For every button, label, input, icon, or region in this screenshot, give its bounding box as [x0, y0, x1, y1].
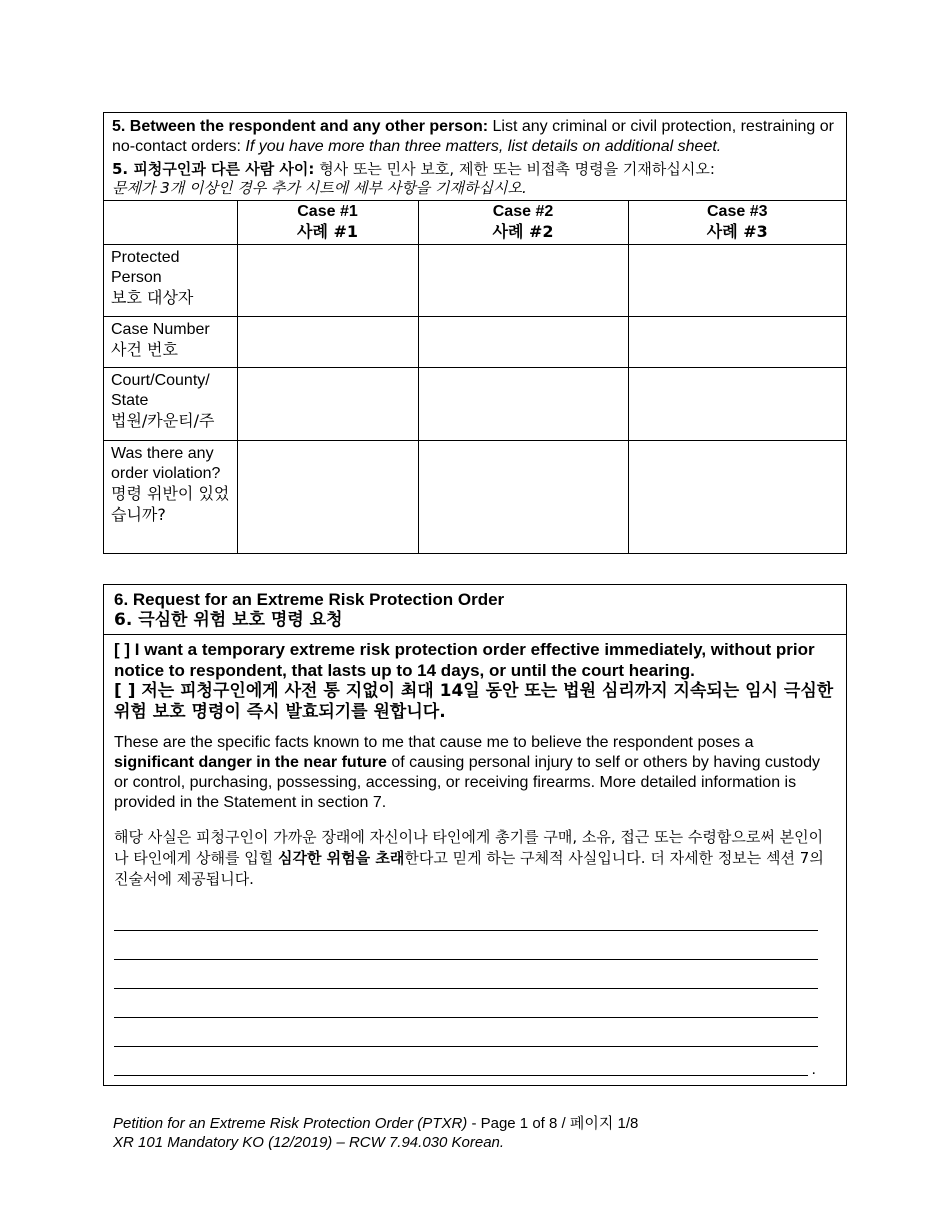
end-mark: .: [811, 1061, 816, 1078]
section-5-heading: [104, 113, 846, 200]
section-5-title-ko: 5. 피청구인과 다른 사람 사이:: [112, 160, 315, 178]
corner-cell: [104, 201, 237, 245]
case-3-protected-person-field[interactable]: [628, 245, 846, 317]
section-5-case-table: [103, 112, 847, 554]
section-5-instructions-ko: 형사 또는 민사 보호, 제한 또는 비접촉 명령을 기재하십시오:: [314, 160, 715, 178]
row-label: Protected Person 보호 대상자: [104, 245, 237, 317]
case-3-court-field[interactable]: [628, 368, 846, 441]
page-number: - Page 1 of 8 / 페이지 1/8: [467, 1115, 639, 1132]
writing-line[interactable]: [114, 1047, 816, 1078]
section-5-instructions: List any criminal or civil protection, restraining or no-contact orders:: [112, 118, 834, 155]
column-header: Case #1 사례 #1: [237, 201, 418, 245]
table-header-row: [104, 201, 846, 245]
row-label: Case Number 사건 번호: [104, 317, 237, 368]
section-5-note-ko: 문제가 3개 이상인 경우 추가 시트에 세부 사항을 기재하십시오.: [112, 179, 527, 197]
case-2-protected-person-field[interactable]: [418, 245, 628, 317]
temporary-order-checkbox-label-ko[interactable]: [ ] 저는 피청구인에게 사전 통 지없이 최대 14일 동안 또는 법원 심리까지 지속되는 임시 극심한 위험 보호 명령이 즉시 발효되기를 원합니다.: [114, 681, 834, 722]
page-footer: [113, 1114, 638, 1152]
section-6-title-en: 6. Request for an Extreme Risk Protection Order: [114, 590, 505, 609]
case-1-violation-field[interactable]: [237, 441, 418, 553]
writing-line[interactable]: [114, 960, 818, 989]
section-6-request: [103, 584, 847, 1086]
writing-line[interactable]: [114, 1018, 818, 1047]
facts-paragraph: These are the specific facts known to me that cause me to believe the respondent poses a significant danger in the near future of causing personal injury to self or others by having custody or control, purchasing, possessing, accessing, or receiving firearms. More detailed information is provided in the Statement in section 7.: [114, 734, 821, 811]
writing-line[interactable]: [114, 989, 818, 1018]
table-row: [104, 317, 846, 368]
case-2-court-field[interactable]: [418, 368, 628, 441]
table-row: [104, 245, 846, 317]
writing-line[interactable]: [114, 902, 818, 931]
column-header: Case #3 사례 #3: [628, 201, 846, 245]
case-1-court-field[interactable]: [237, 368, 418, 441]
writing-line[interactable]: [114, 931, 818, 960]
case-3-case-number-field[interactable]: [628, 317, 846, 368]
cases-table: [104, 200, 846, 553]
row-label: Was there any order violation? 명령 위반이 있었습니까?: [104, 441, 237, 553]
case-1-case-number-field[interactable]: [237, 317, 418, 368]
column-header: Case #2 사례 #2: [418, 201, 628, 245]
form-code: XR 101 Mandatory KO (12/2019) – RCW 7.94.030 Korean.: [113, 1134, 505, 1151]
case-3-violation-field[interactable]: [628, 441, 846, 553]
section-5-note: If you have more than three matters, list details on additional sheet.: [245, 138, 722, 155]
section-6-title-ko: 6. 극심한 위험 보호 명령 요청: [114, 610, 343, 630]
section-5-title: 5. Between the respondent and any other person:: [112, 118, 489, 135]
facts-writing-area[interactable]: [114, 902, 836, 1076]
table-row: [104, 441, 846, 553]
form-title: Petition for an Extreme Risk Protection Order (PTXR): [113, 1115, 468, 1132]
section-6-title: [104, 585, 846, 635]
case-2-case-number-field[interactable]: [418, 317, 628, 368]
temporary-order-checkbox-label[interactable]: [ ] I want a temporary extreme risk protection order effective immediately, without prior notice to respondent, that lasts up to 14 days, or until the court hearing.: [114, 640, 815, 680]
table-row: [104, 368, 846, 441]
case-1-protected-person-field[interactable]: [237, 245, 418, 317]
row-label: Court/County/ State 법원/카운티/주: [104, 368, 237, 441]
facts-paragraph-ko: 해당 사실은 피청구인이 가까운 장래에 자신이나 타인에게 총기를 구매, 소유, 접근 또는 수령함으로써 본인이나 타인에게 상해를 입힐 심각한 위험을 초래한다고 믿게 하는 구체적 사실입니다. 더 자세한 정보는 섹션 7의 진술서에 제공됩니다.: [114, 828, 824, 888]
case-2-violation-field[interactable]: [418, 441, 628, 553]
